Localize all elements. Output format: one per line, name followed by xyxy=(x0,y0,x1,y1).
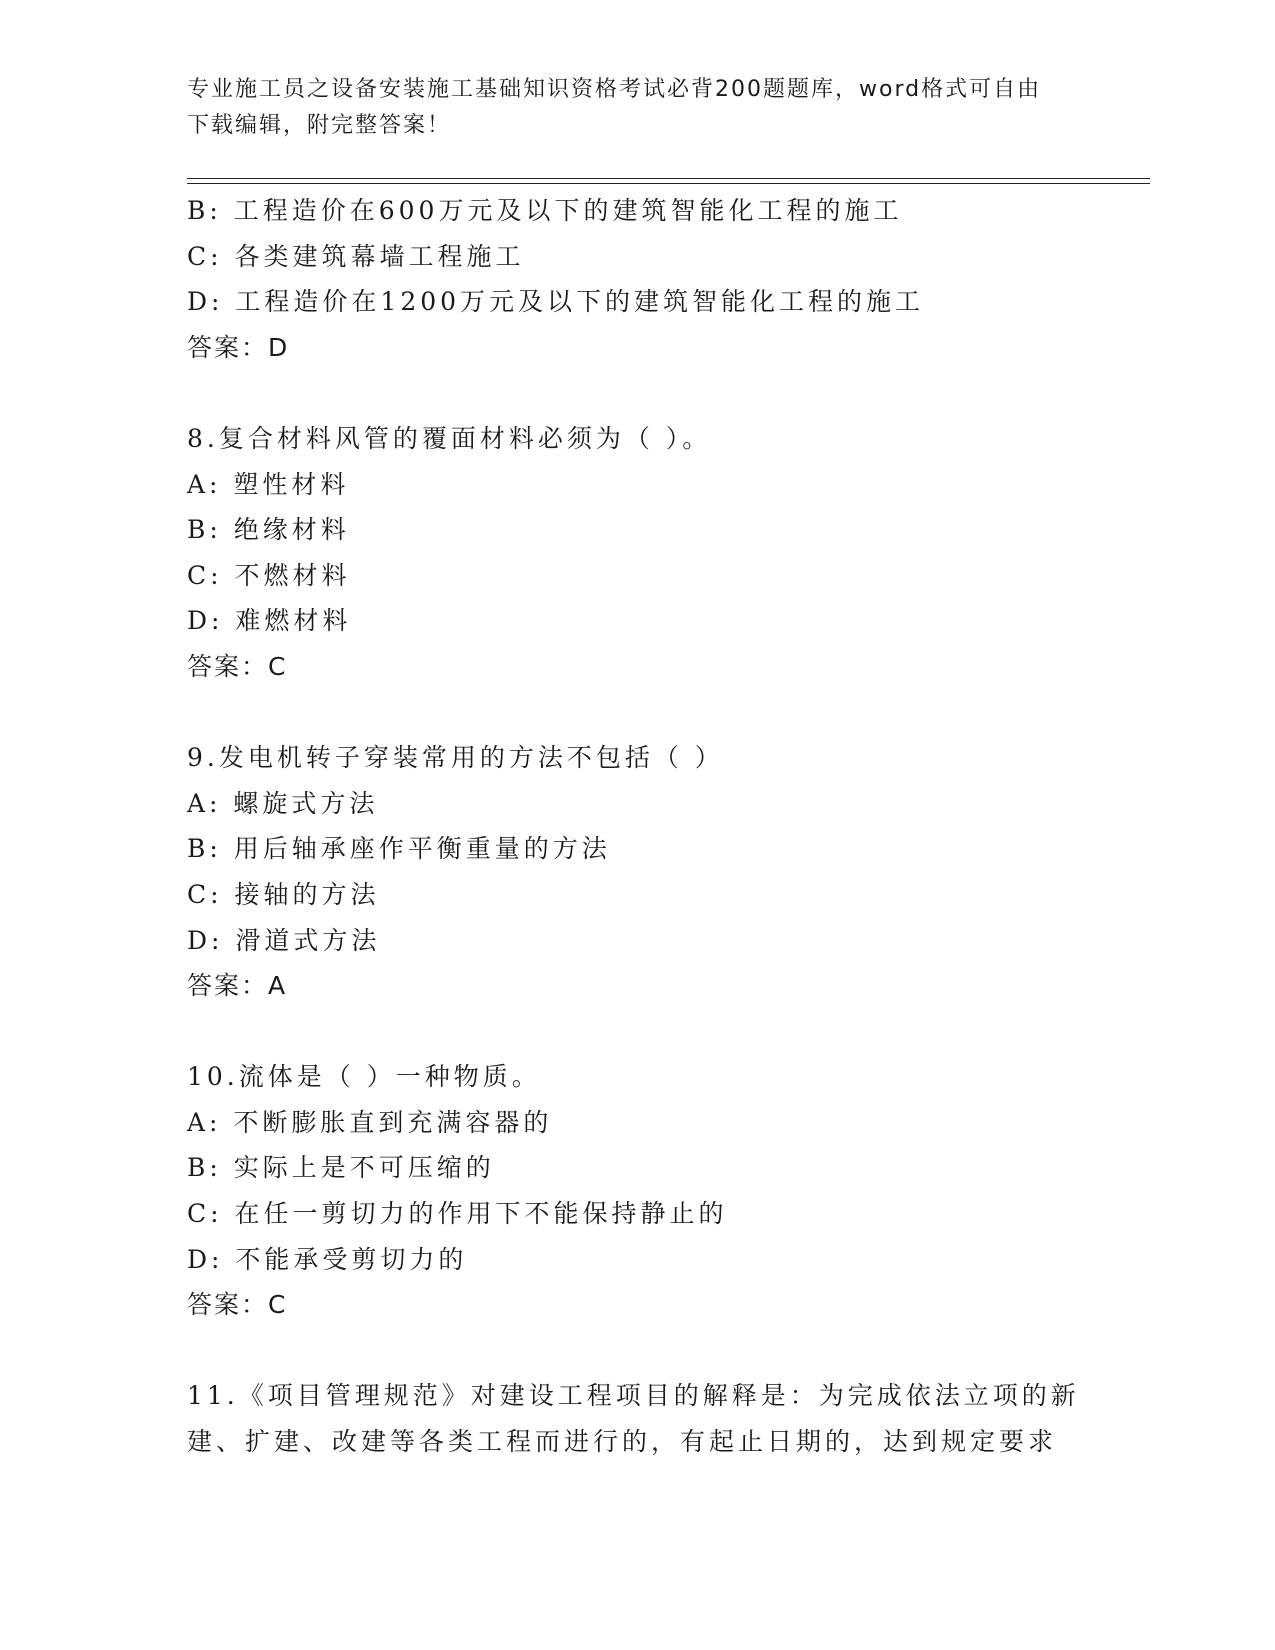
option-b: B: 工程造价在600万元及以下的建筑智能化工程的施工 xyxy=(187,196,903,225)
option-b: B: 用后轴承座作平衡重量的方法 xyxy=(187,834,611,864)
header-line-2: 下载编辑，附完整答案！ xyxy=(187,113,452,138)
question-stem-line-1: 11.《项目管理规范》对建设工程项目的解释是：为完成依法立项的新 xyxy=(187,1381,1080,1411)
option-a: A: 塑性材料 xyxy=(187,469,350,499)
answer-line: 答案：C xyxy=(187,1290,288,1320)
option-d: D: 难燃材料 xyxy=(187,606,352,636)
question-stem: 9.发电机转子穿装常用的方法不包括（ ） xyxy=(187,743,724,773)
question-block-8 xyxy=(187,416,1087,690)
spacer xyxy=(187,1328,1087,1374)
question-block-11 xyxy=(187,1373,1087,1464)
spacer xyxy=(187,690,1087,736)
answer-line: 答案：D xyxy=(187,332,290,362)
question-stem: 10.流体是（ ）一种物质。 xyxy=(187,1062,541,1092)
option-a: A: 螺旋式方法 xyxy=(187,788,379,818)
header-line-1: 专业施工员之设备安装施工基础知识资格考试必背200题题库，word格式可自由 xyxy=(187,77,1042,102)
question-stem-line-2: 建、扩建、改建等各类工程而进行的，有起止日期的，达到规定要求 xyxy=(187,1427,1058,1457)
answer-line: 答案：A xyxy=(187,971,288,1001)
question-list xyxy=(187,188,1087,1465)
option-a: A: 不断膨胀直到充满容器的 xyxy=(187,1107,553,1137)
option-c: C: 各类建筑幕墙工程施工 xyxy=(187,241,525,271)
header-divider-top xyxy=(187,178,1150,179)
option-c: C: 不燃材料 xyxy=(187,560,351,590)
option-c: C: 接轴的方法 xyxy=(187,879,380,909)
answer-line: 答案：C xyxy=(187,651,288,681)
option-d: D: 滑道式方法 xyxy=(187,925,381,955)
question-block-10 xyxy=(187,1054,1087,1328)
question-block-9 xyxy=(187,735,1087,1009)
option-d: D: 工程造价在1200万元及以下的建筑智能化工程的施工 xyxy=(187,287,925,317)
option-c: C: 在任一剪切力的作用下不能保持静止的 xyxy=(187,1199,728,1229)
option-b: B: 实际上是不可压缩的 xyxy=(187,1153,495,1183)
question-block-continued xyxy=(187,188,1087,370)
option-b: B: 绝缘材料 xyxy=(187,515,350,545)
spacer xyxy=(187,1009,1087,1055)
header-divider-bottom xyxy=(187,183,1150,184)
question-stem: 8.复合材料风管的覆面材料必须为（ ）。 xyxy=(187,423,712,453)
spacer xyxy=(187,370,1087,416)
document-header xyxy=(187,72,1067,144)
option-d: D: 不能承受剪切力的 xyxy=(187,1244,468,1274)
